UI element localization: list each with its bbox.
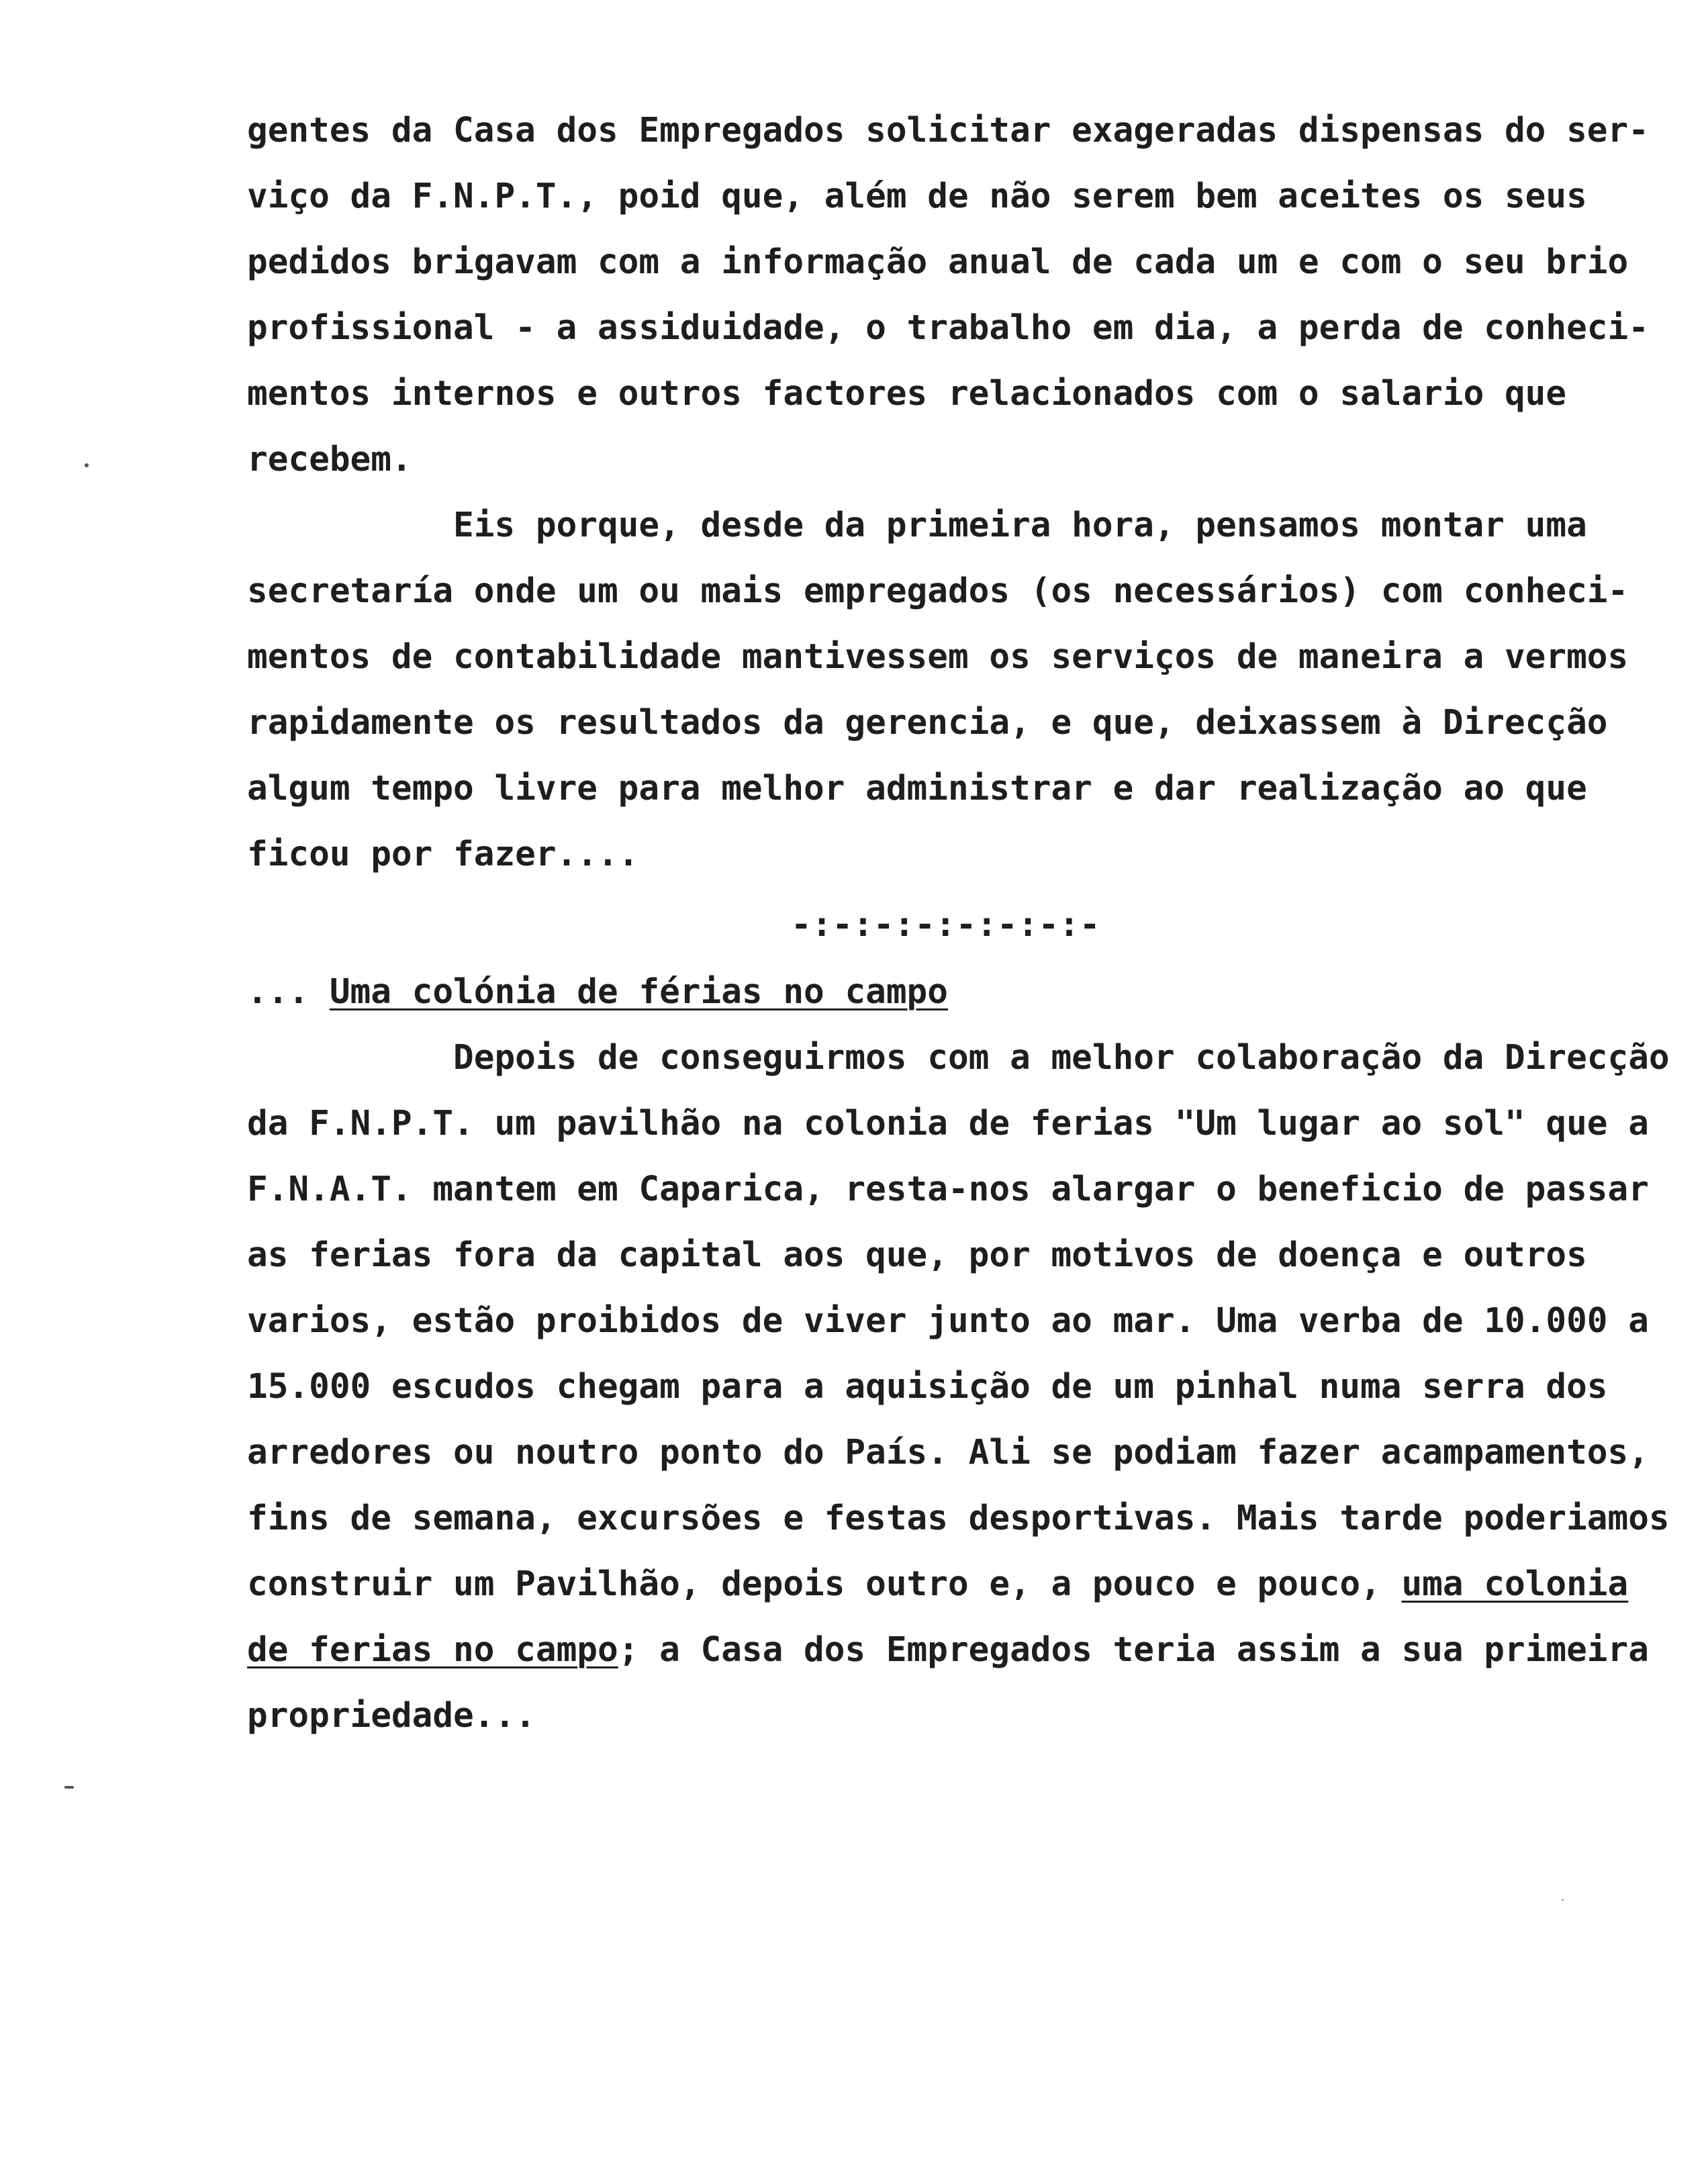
text-line (247, 1627, 1649, 1674)
text-line: algum tempo livre para melhor administrar e dar realização ao que (247, 769, 1587, 808)
heading-title: Uma colónia de férias no campo (329, 972, 948, 1012)
scan-speck (85, 463, 89, 467)
text-line: as ferias fora da capital aos que, por motivos de doença e outros (247, 1235, 1587, 1275)
text-line: recebem. (247, 440, 412, 479)
section-heading (247, 969, 948, 1016)
text-line (247, 1561, 1628, 1608)
text-line: ficou por fazer.... (247, 835, 639, 874)
text-line: gentes da Casa dos Empregados solicitar exageradas dispensas do ser- (247, 111, 1649, 150)
scan-speck (64, 1786, 74, 1789)
scan-speck (1562, 1899, 1564, 1901)
text-line: mentos internos e outros factores relacionados com o salario que (247, 374, 1567, 414)
section-separator: -:-:-:-:-:-:-:- (791, 905, 1100, 945)
text-line: viço da F.N.P.T., poid que, além de não serem bem aceites os seus (247, 177, 1587, 216)
text-line: propriedade... (247, 1696, 536, 1736)
text-line: mentos de contabilidade mantivessem os serviços de maneira a vermos (247, 637, 1629, 677)
text-line: arredores ou noutro ponto do País. Ali se podiam fazer acampamentos, (247, 1433, 1649, 1472)
text-line: varios, estão proibidos de viver junto ao mar. Uma verba de 10.000 a (247, 1301, 1649, 1341)
text-line: 15.000 escudos chegam para a aquisição de um pinhal numa serra dos (247, 1367, 1608, 1407)
text-line: secretaría onde um ou mais empregados (os necessários) com conheci- (247, 571, 1629, 611)
text-line: Eis porque, desde da primeira hora, pensamos montar uma (247, 506, 1587, 545)
text-line: F.N.A.T. mantem em Caparica, resta-nos alargar o beneficio de passar (247, 1170, 1649, 1209)
text-line: fins de semana, excursões e festas desportivas. Mais tarde poderiamos (247, 1499, 1670, 1538)
underlined-phrase: de ferias no campo (247, 1630, 618, 1670)
text-run: construir um Pavilhão, depois outro e, a pouco e pouco, (247, 1564, 1402, 1604)
text-run: ; a Casa dos Empregados teria assim a sua primeira (618, 1630, 1649, 1670)
text-line: rapidamente os resultados da gerencia, e que, deixassem à Direcção (247, 703, 1608, 743)
text-line: pedidos brigavam com a informação anual de cada um e com o seu brio (247, 242, 1629, 282)
text-line: da F.N.P.T. um pavilhão na colonia de ferias "Um lugar ao sol" que a (247, 1104, 1649, 1143)
underlined-phrase: uma colonia (1401, 1564, 1629, 1604)
text-line: Depois de conseguirmos com a melhor colaboração da Direcção (247, 1038, 1670, 1078)
heading-ellipsis: ... (247, 972, 330, 1012)
text-line: profissional - a assiduidade, o trabalho em dia, a perda de conheci- (247, 308, 1649, 348)
